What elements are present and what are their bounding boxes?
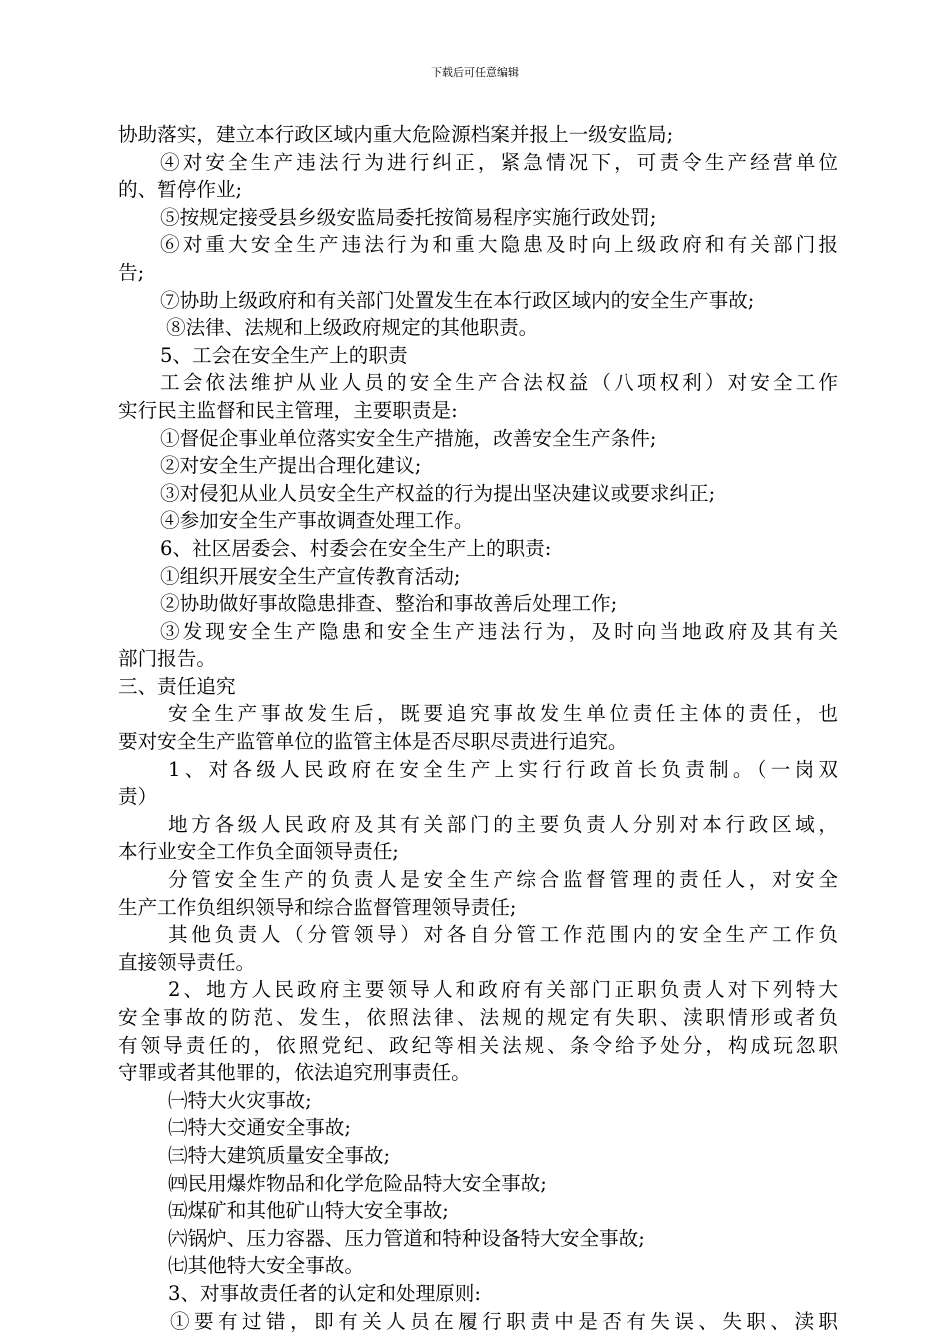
text-line: ⑤按规定接受县乡级安监局委托按简易程序实施行政处罚; xyxy=(160,205,657,229)
text-line: 本行业安全工作负全面领导责任; xyxy=(118,840,399,864)
text-line: 守罪或者其他罪的，依法追究刑事责任。 xyxy=(118,1061,471,1085)
text-line: ⑦协助上级政府和有关部门处置发生在本行政区域内的安全生产事故; xyxy=(160,288,755,312)
text-line: 责） xyxy=(118,785,158,809)
text-line: 协助落实，建立本行政区域内重大危险源档案并报上一级安监局; xyxy=(118,123,674,146)
section-heading: 2、地方人民政府主要领导人和政府有关部门正职负责人对下列特大 xyxy=(168,978,838,1002)
text-line: 工会依法维护从业人员的安全生产合法权益（八项权利）对安全工作 xyxy=(160,371,838,395)
list-item: ㈦其他特大安全事故。 xyxy=(168,1254,364,1278)
text-line: ②协助做好事故隐患排查、整治和事故善后处理工作; xyxy=(160,592,618,616)
text-line: ③对侵犯从业人员安全生产权益的行为提出坚决建议或要求纠正; xyxy=(160,481,716,505)
section-heading: 6、社区居委会、村委会在安全生产上的职责: xyxy=(160,536,552,560)
page-header: 下载后可任意编辑 xyxy=(431,66,519,79)
text-line: 实行民主监督和民主管理，主要职责是: xyxy=(118,398,458,422)
text-line: 要对安全生产监管单位的监管主体是否尽职尽责进行追究。 xyxy=(118,730,628,754)
section-heading: 3、对事故责任者的认定和处理原则: xyxy=(168,1281,481,1305)
text-line: 安全事故的防范、发生，依照法律、法规的规定有失职、渎职情形或者负 xyxy=(118,1006,838,1029)
chapter-heading: 三、责任追究 xyxy=(118,674,236,698)
text-line: 的、暂停作业; xyxy=(118,178,243,202)
text-line: 地方各级人民政府及其有关部门的主要负责人分别对本行政区域， xyxy=(168,812,838,836)
text-line: ④对安全生产违法行为进行纠正，紧急情况下，可责令生产经营单位 xyxy=(160,150,838,174)
text-line: ④参加安全生产事故调查处理工作。 xyxy=(160,509,474,533)
text-line: 告; xyxy=(118,260,145,284)
text-line: ⑥对重大安全生产违法行为和重大隐患及时向上级政府和有关部门报 xyxy=(160,233,838,257)
document-body xyxy=(118,121,838,1335)
text-line: 安全生产事故发生后，既要追究事故发生单位责任主体的责任，也 xyxy=(168,702,838,726)
text-line: 部门报告。 xyxy=(118,647,216,671)
text-line: 生产工作负组织领导和综合监督管理领导责任; xyxy=(118,895,517,919)
text-line: ①要有过错，即有关人员在履行职责中是否有失误、失职、渎职 xyxy=(170,1309,838,1333)
list-item: ㈠特大火灾事故; xyxy=(168,1088,312,1112)
text-line: ③发现安全生产隐患和安全生产违法行为，及时向当地政府及其有关 xyxy=(160,619,838,643)
section-heading: 5、工会在安全生产上的职责 xyxy=(160,343,408,367)
text-line: ⑧法律、法规和上级政府规定的其他职责。 xyxy=(166,316,539,340)
text-line: 有领导责任的，依照党纪、政纪等相关法规、条令给予处分，构成玩忽职 xyxy=(118,1033,838,1057)
list-item: ㈣民用爆炸物品和化学危险品特大安全事故; xyxy=(168,1171,547,1195)
section-heading: 1、对各级人民政府在安全生产上实行行政首长负责制。（一岗双 xyxy=(168,757,838,781)
list-item: ㈤煤矿和其他矿山特大安全事故; xyxy=(168,1199,449,1223)
text-line: ①组织开展安全生产宣传教育活动; xyxy=(160,564,461,588)
text-line: ①督促企事业单位落实安全生产措施，改善安全生产条件; xyxy=(160,426,657,450)
list-item: ㈢特大建筑质量安全事故; xyxy=(168,1143,391,1167)
list-item: ㈡特大交通安全事故; xyxy=(168,1116,351,1140)
text-line: ②对安全生产提出合理化建议; xyxy=(160,454,422,478)
text-line: 其他负责人（分管领导）对各自分管工作范围内的安全生产工作负 xyxy=(168,923,838,947)
text-line: 直接领导责任。 xyxy=(118,950,256,974)
text-line: 分管安全生产的负责人是安全生产综合监督管理的责任人，对安全 xyxy=(168,868,838,892)
list-item: ㈥锅炉、压力容器、压力管道和特种设备特大安全事故; xyxy=(168,1226,645,1250)
